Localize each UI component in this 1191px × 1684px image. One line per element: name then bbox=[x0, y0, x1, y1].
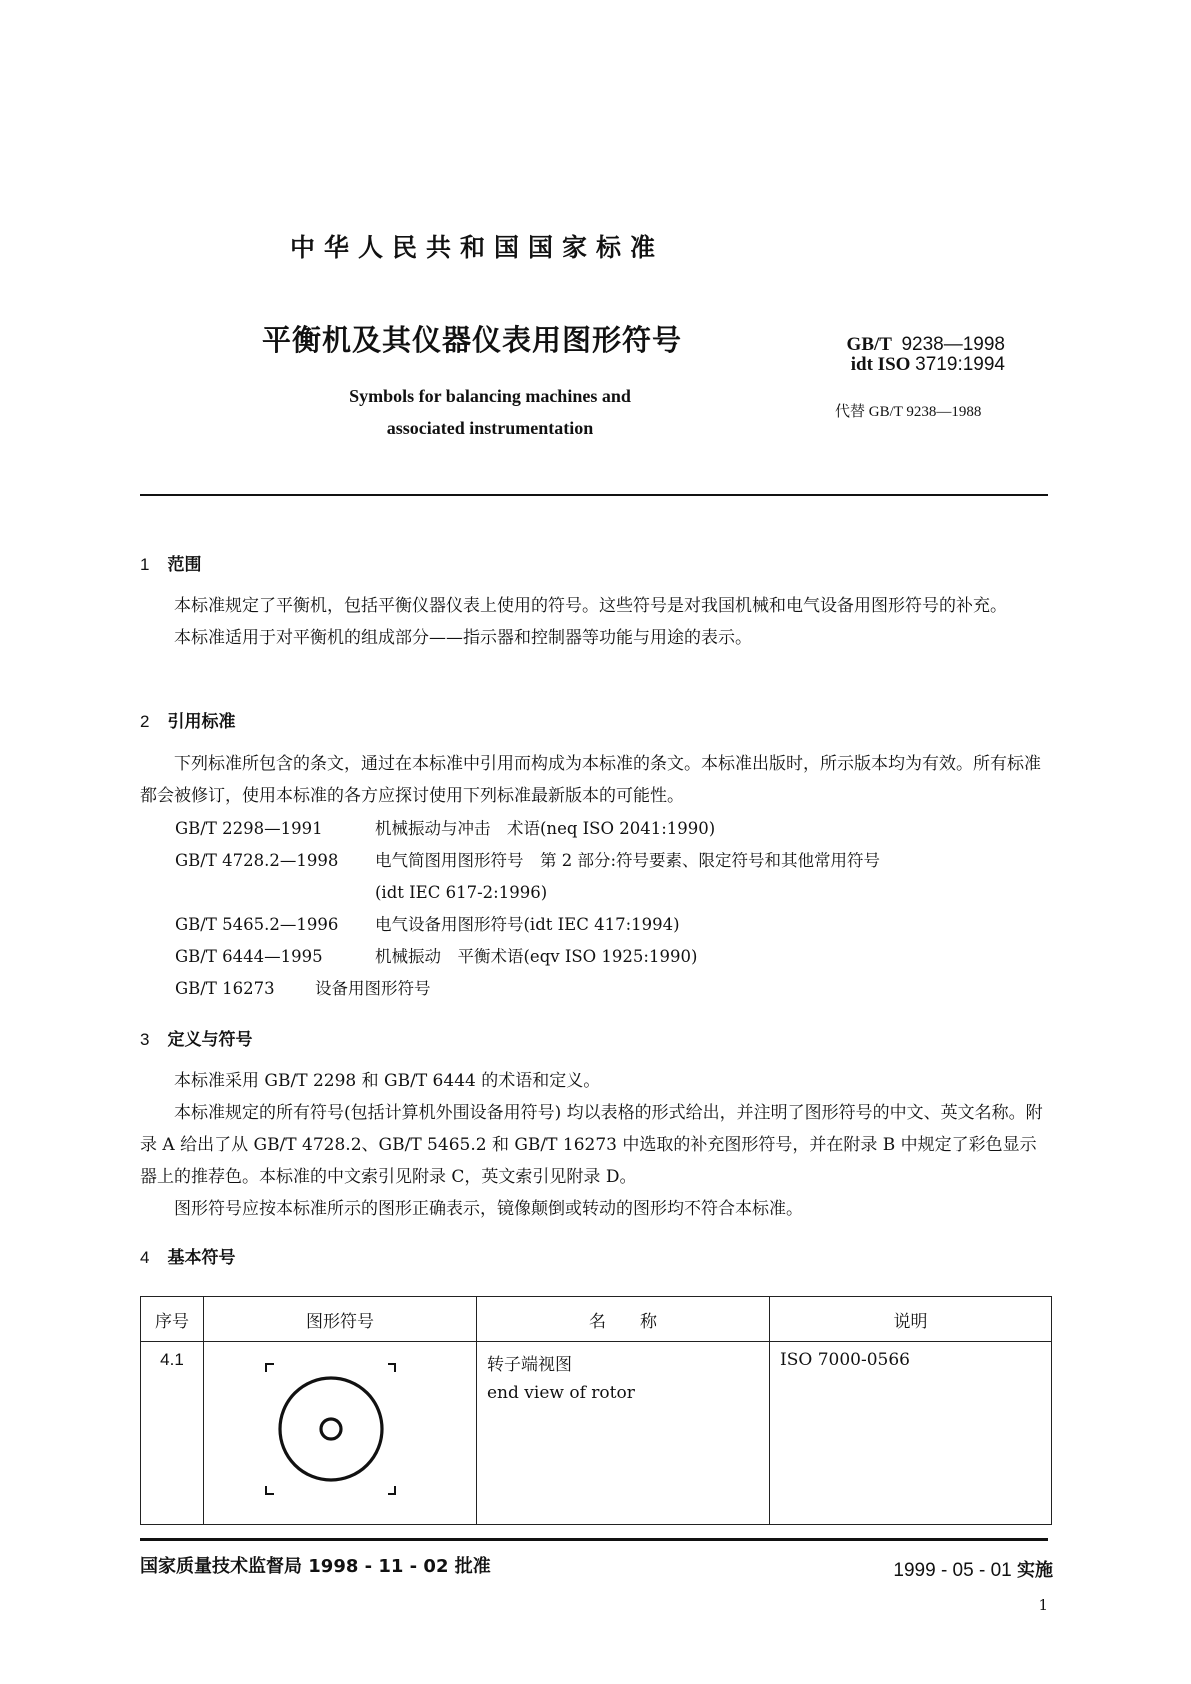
paragraph: 本标准规定的所有符号(包括计算机外围设备用符号) 均以表格的形式给出，并注明了图形符号的中文、英文名称。附录 A 给出了从 GB/T 4728.2、GB/T 5465.2 和 GB/T 16273 中选取的补充图形符号，并在附录 B 中规定了彩色显示器上的推荐色。本标准的中文索引见附录 C，英文索引见附录 D。 bbox=[140, 1103, 1043, 1187]
header-symbol: 图形符号 bbox=[204, 1297, 477, 1342]
section-title: 引用标准 bbox=[167, 712, 236, 732]
standard-number-block bbox=[815, 335, 1005, 375]
header-name: 名 称 bbox=[477, 1297, 770, 1342]
cell-note: ISO 7000-0566 bbox=[770, 1342, 1052, 1525]
section-title: 基本符号 bbox=[167, 1248, 236, 1268]
replaces-standard: 代替 GB/T 9238—1988 bbox=[835, 404, 982, 420]
section-4-heading bbox=[140, 1243, 235, 1268]
effective-label: 实施 bbox=[1017, 1560, 1053, 1581]
section-3-heading bbox=[140, 1025, 252, 1050]
std-number: 9238—1998 bbox=[901, 334, 1005, 355]
document-title-cn: 平衡机及其仪器仪表用图形符号 bbox=[262, 323, 683, 357]
footer-divider bbox=[140, 1538, 1048, 1541]
symbol-name-en: end view of rotor bbox=[487, 1383, 635, 1403]
reference-item bbox=[175, 813, 1055, 845]
std-prefix: GB/T bbox=[846, 334, 892, 355]
normative-references-list bbox=[175, 813, 1055, 1005]
reference-code: GB/T 16273 bbox=[175, 979, 275, 998]
section-2-body bbox=[140, 748, 1048, 812]
cell-seq: 4.1 bbox=[141, 1342, 204, 1525]
reference-title: 电气简图用图形符号 第 2 部分:符号要素、限定符号和其他常用符号 bbox=[375, 851, 881, 870]
section-title: 定义与符号 bbox=[167, 1030, 253, 1050]
country-standard-heading: 中华人民共和国国家标准 bbox=[290, 233, 665, 262]
page-number: 1 bbox=[1038, 1596, 1048, 1614]
symbols-table bbox=[140, 1296, 1052, 1525]
reference-code: GB/T 4728.2—1998 bbox=[175, 851, 339, 870]
section-number: 3 bbox=[140, 1030, 150, 1049]
header-note: 说明 bbox=[770, 1297, 1052, 1342]
reference-item bbox=[175, 909, 1055, 941]
document-title-en bbox=[300, 380, 680, 444]
section-number: 2 bbox=[140, 712, 150, 731]
approval-statement: 国家质量技术监督局 1998 - 11 - 02 批准 bbox=[140, 1556, 491, 1577]
section-title: 范围 bbox=[167, 555, 202, 575]
section-2-heading bbox=[140, 707, 235, 732]
reference-title: 机械振动 平衡术语(eqv ISO 1925:1990) bbox=[375, 947, 698, 966]
effective-statement bbox=[893, 1556, 1053, 1582]
reference-code: GB/T 2298—1991 bbox=[175, 819, 323, 838]
reference-code: GB/T 5465.2—1996 bbox=[175, 915, 339, 934]
title-en-line1: Symbols for balancing machines and bbox=[349, 386, 631, 406]
section-1-heading bbox=[140, 550, 201, 575]
table-row bbox=[141, 1342, 1052, 1525]
section-1-body bbox=[140, 590, 1048, 654]
idt-prefix: idt ISO bbox=[850, 354, 911, 375]
reference-code: GB/T 6444—1995 bbox=[175, 947, 323, 966]
table-header-row bbox=[141, 1297, 1052, 1342]
reference-item bbox=[175, 973, 1055, 1005]
section-3-body bbox=[140, 1065, 1048, 1225]
reference-title: 电气设备用图形符号(idt IEC 417:1994) bbox=[375, 915, 680, 934]
reference-title: 设备用图形符号 bbox=[315, 979, 431, 998]
section-number: 1 bbox=[140, 555, 150, 574]
section-number: 4 bbox=[140, 1248, 150, 1267]
cell-name bbox=[477, 1342, 770, 1525]
paragraph: 下列标准所包含的条文，通过在本标准中引用而构成为本标准的条文。本标准出版时，所示版本均为有效。所有标准都会被修订，使用本标准的各方应探讨使用下列标准最新版本的可能性。 bbox=[140, 754, 1041, 806]
end-view-of-rotor-icon bbox=[204, 1342, 474, 1508]
paragraph: 图形符号应按本标准所示的图形正确表示，镜像颠倒或转动的图形均不符合本标准。 bbox=[174, 1199, 803, 1219]
idt-number: 3719:1994 bbox=[915, 354, 1005, 375]
header-seq: 序号 bbox=[141, 1297, 204, 1342]
symbol-name-cn: 转子端视图 bbox=[487, 1355, 572, 1375]
reference-title: 机械振动与冲击 术语(neq ISO 2041:1990) bbox=[375, 819, 716, 838]
cell-symbol bbox=[204, 1342, 477, 1525]
reference-item bbox=[175, 845, 1055, 877]
reference-item bbox=[175, 941, 1055, 973]
header-divider bbox=[140, 494, 1048, 496]
paragraph: 本标准采用 GB/T 2298 和 GB/T 6444 的术语和定义。 bbox=[174, 1071, 601, 1091]
paragraph: 本标准适用于对平衡机的组成部分——指示器和控制器等功能与用途的表示。 bbox=[174, 628, 752, 648]
paragraph: 本标准规定了平衡机，包括平衡仪器仪表上使用的符号。这些符号是对我国机械和电气设备用图形符号的补充。 bbox=[174, 596, 1007, 616]
title-en-line2: associated instrumentation bbox=[386, 418, 594, 438]
effective-date: 1999 - 05 - 01 bbox=[893, 1560, 1012, 1581]
reference-continuation: (idt IEC 617-2:1996) bbox=[375, 883, 548, 902]
